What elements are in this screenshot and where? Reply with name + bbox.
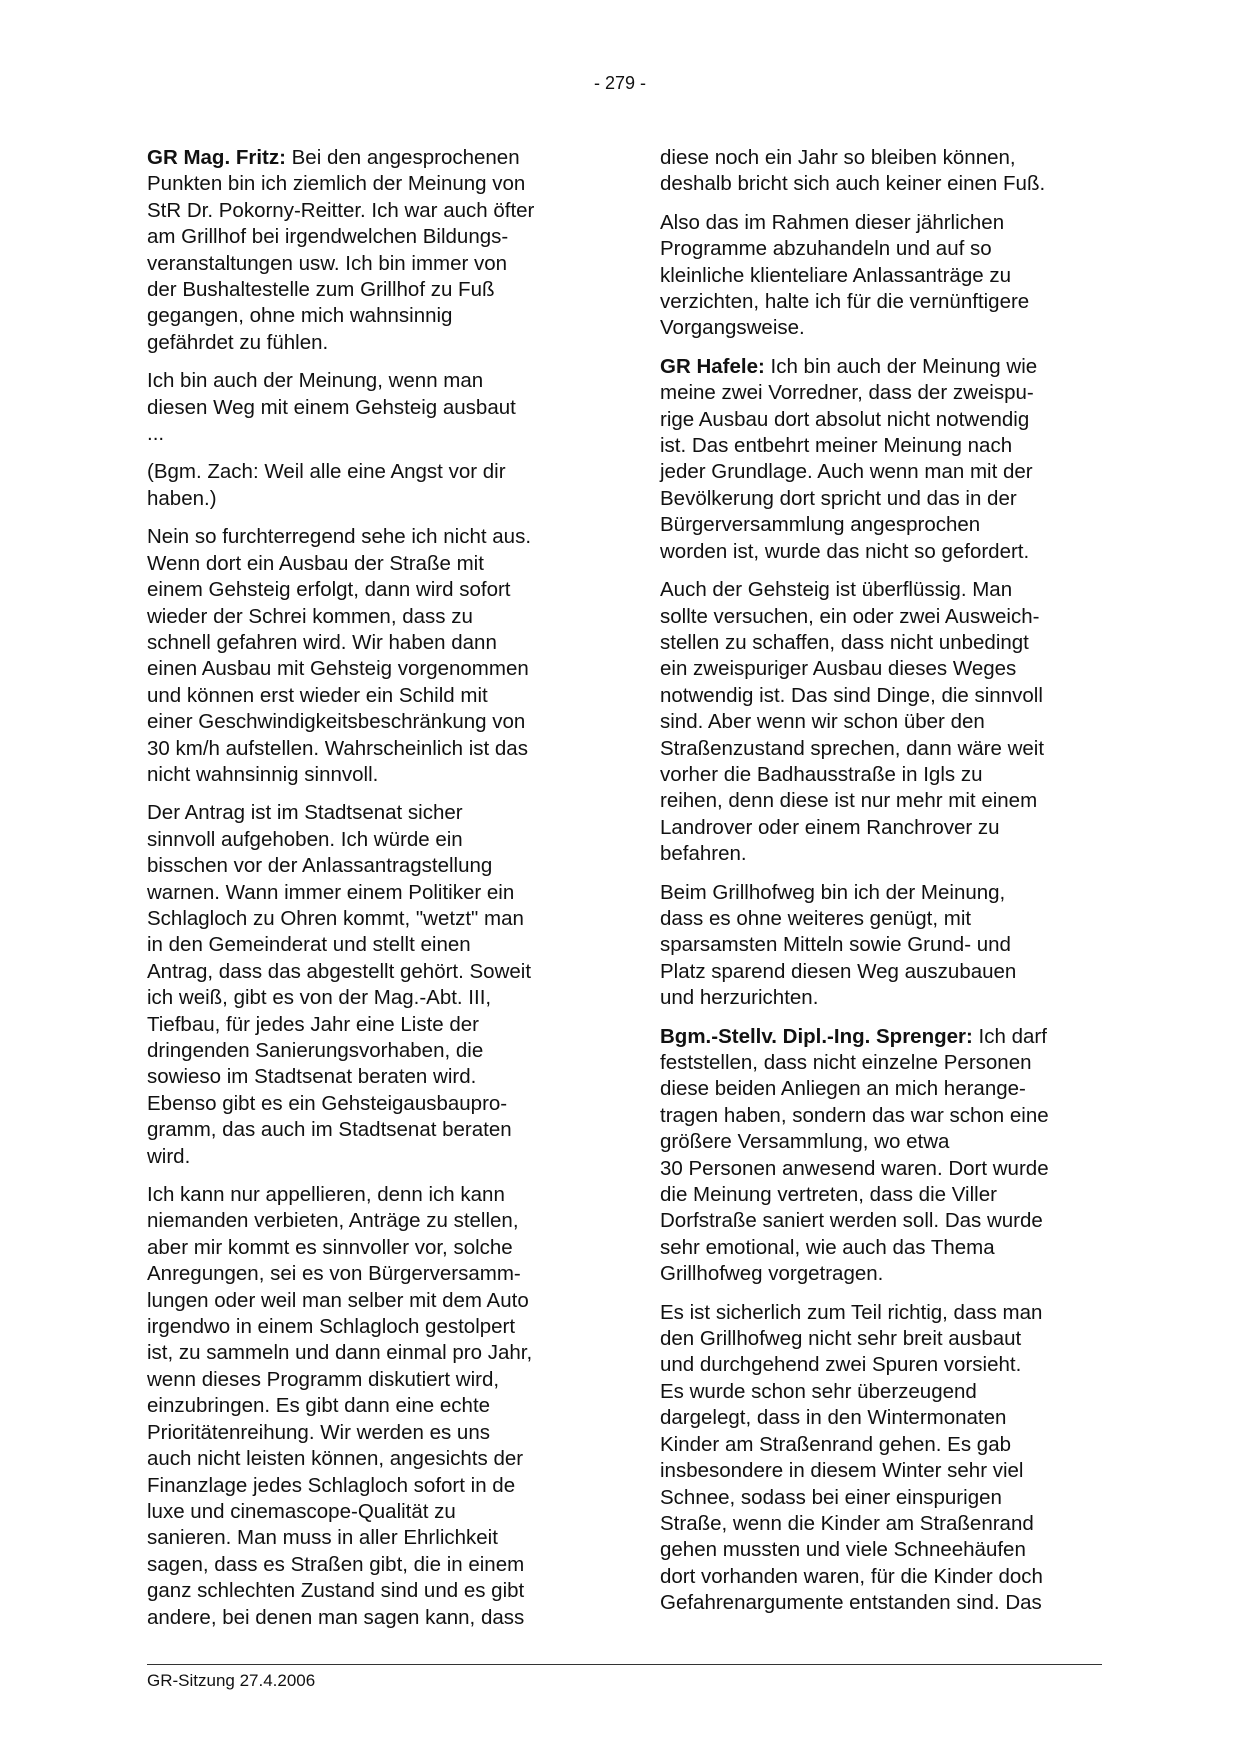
paragraph bbox=[147, 800, 599, 1170]
text-line bbox=[660, 1050, 1112, 1076]
text-line bbox=[660, 236, 1112, 262]
text-line bbox=[147, 1367, 599, 1393]
line-text: ich weiß, gibt es von der Mag.-Abt. III, bbox=[147, 986, 492, 1010]
text-line bbox=[147, 985, 599, 1011]
text-line bbox=[147, 906, 599, 932]
text-line bbox=[147, 486, 599, 512]
speaker-name: GR Hafele: bbox=[660, 354, 765, 378]
text-line bbox=[147, 171, 599, 197]
line-text: Also das im Rahmen dieser jährlichen bbox=[660, 210, 1005, 234]
line-text: jeder Grundlage. Auch wenn man mit der bbox=[660, 460, 1033, 484]
line-text: sehr emotional, wie auch das Thema bbox=[660, 1235, 995, 1259]
line-text: sowieso im Stadtsenat beraten wird. bbox=[147, 1065, 477, 1089]
text-line bbox=[147, 1578, 599, 1604]
line-text: Straße, wenn die Kinder am Straßenrand bbox=[660, 1511, 1034, 1535]
text-line bbox=[660, 841, 1112, 867]
line-text: ist, zu sammeln und dann einmal pro Jahr, bbox=[147, 1341, 533, 1365]
text-line bbox=[660, 1485, 1112, 1511]
paragraph bbox=[147, 145, 599, 356]
text-line bbox=[147, 1117, 599, 1143]
text-line bbox=[147, 145, 599, 171]
text-line bbox=[660, 1300, 1112, 1326]
text-line bbox=[147, 1605, 599, 1631]
text-line bbox=[660, 1352, 1112, 1378]
text-line bbox=[147, 656, 599, 682]
text-line bbox=[660, 880, 1112, 906]
line-text: StR Dr. Pokorny-Reitter. Ich war auch öfter bbox=[147, 198, 535, 222]
line-text: lungen oder weil man selber mit dem Auto bbox=[147, 1288, 529, 1312]
line-text: Prioritätenreihung. Wir werden es uns bbox=[147, 1420, 490, 1444]
page-number: - 279 - bbox=[593, 73, 647, 93]
line-text: 30 Personen anwesend waren. Dort wurde bbox=[660, 1156, 1049, 1180]
text-line bbox=[660, 1156, 1112, 1182]
line-text: tragen haben, sondern das war schon eine bbox=[660, 1103, 1049, 1127]
line-text: Bei den angesprochenen bbox=[285, 146, 520, 169]
text-line bbox=[660, 315, 1112, 341]
line-text: Beim Grillhofweg bin ich der Meinung, bbox=[660, 880, 1006, 904]
line-text: deshalb bricht sich auch keiner einen Fuß. bbox=[660, 172, 1046, 196]
text-line bbox=[660, 709, 1112, 735]
line-text: worden ist, wurde das nicht so gefordert. bbox=[660, 539, 1030, 563]
text-line bbox=[147, 959, 599, 985]
text-line bbox=[660, 1208, 1112, 1234]
text-line bbox=[660, 1379, 1112, 1405]
line-text: Kinder am Straßenrand gehen. Es gab bbox=[660, 1432, 1011, 1456]
text-line bbox=[147, 853, 599, 879]
text-line bbox=[660, 630, 1112, 656]
text-line bbox=[147, 1208, 599, 1234]
line-text: sparsamsten Mitteln sowie Grund- und bbox=[660, 933, 1011, 957]
line-text: verzichten, halte ich für die vernünftigere bbox=[660, 290, 1030, 314]
text-line bbox=[660, 289, 1112, 315]
text-line bbox=[660, 762, 1112, 788]
text-line bbox=[660, 1076, 1112, 1102]
text-line bbox=[147, 1393, 599, 1419]
line-text: befahren. bbox=[660, 842, 747, 866]
text-line bbox=[147, 932, 599, 958]
footer-session-label: GR-Sitzung 27.4.2006 bbox=[147, 1671, 316, 1690]
text-line bbox=[660, 459, 1112, 485]
text-line bbox=[660, 1458, 1112, 1484]
line-text: größere Versammlung, wo etwa bbox=[660, 1130, 950, 1154]
line-text: diese noch ein Jahr so bleiben können, bbox=[660, 146, 1016, 169]
line-text: Schnee, sodass bei einer einspurigen bbox=[660, 1485, 1002, 1509]
text-line bbox=[147, 1064, 599, 1090]
line-text: dass es ohne weiteres genügt, mit bbox=[660, 906, 972, 930]
line-text: Schlagloch zu Ohren kommt, "wetzt" man bbox=[147, 906, 524, 930]
text-line bbox=[147, 604, 599, 630]
text-line bbox=[660, 985, 1112, 1011]
line-text: dort vorhanden waren, für die Kinder doch bbox=[660, 1564, 1043, 1588]
text-line bbox=[147, 421, 599, 447]
line-text: nicht wahnsinnig sinnvoll. bbox=[147, 762, 379, 786]
text-line bbox=[660, 1511, 1112, 1537]
text-line bbox=[660, 171, 1112, 197]
text-line bbox=[660, 354, 1112, 380]
line-text: aber mir kommt es sinnvoller vor, solche bbox=[147, 1235, 513, 1259]
text-line bbox=[147, 1314, 599, 1340]
text-line bbox=[660, 683, 1112, 709]
text-line bbox=[147, 524, 599, 550]
text-line bbox=[660, 1432, 1112, 1458]
text-line bbox=[660, 815, 1112, 841]
line-text: Es wurde schon sehr überzeugend bbox=[660, 1379, 977, 1403]
line-text: Wenn dort ein Ausbau der Straße mit bbox=[147, 551, 484, 575]
line-text: stellen zu schaffen, dass nicht unbedingt bbox=[660, 630, 1029, 654]
text-line bbox=[147, 1420, 599, 1446]
text-line bbox=[147, 277, 599, 303]
line-text: wenn dieses Programm diskutiert wird, bbox=[147, 1367, 500, 1391]
paragraph bbox=[660, 1024, 1112, 1288]
line-text: (Bgm. Zach: Weil alle eine Angst vor dir bbox=[147, 460, 506, 484]
line-text: Programme abzuhandeln und auf so bbox=[660, 237, 992, 261]
text-line bbox=[660, 145, 1112, 171]
left-column bbox=[147, 145, 599, 1643]
right-column bbox=[660, 145, 1112, 1629]
line-text: Grillhofweg vorgetragen. bbox=[660, 1262, 884, 1286]
text-line bbox=[147, 551, 599, 577]
text-line bbox=[147, 683, 599, 709]
line-text: Der Antrag ist im Stadtsenat sicher bbox=[147, 801, 463, 825]
text-line bbox=[147, 1340, 599, 1366]
line-text: sollte versuchen, ein oder zwei Ausweich- bbox=[660, 604, 1040, 628]
text-line bbox=[660, 210, 1112, 236]
text-line bbox=[147, 827, 599, 853]
text-line bbox=[147, 303, 599, 329]
text-line bbox=[147, 1235, 599, 1261]
line-text: notwendig ist. Das sind Dinge, die sinnvoll bbox=[660, 683, 1043, 707]
line-text: Punkten bin ich ziemlich der Meinung von bbox=[147, 172, 526, 196]
text-line bbox=[660, 407, 1112, 433]
text-line bbox=[147, 1525, 599, 1551]
line-text: Vorgangsweise. bbox=[660, 316, 805, 340]
text-line bbox=[147, 1446, 599, 1472]
line-text: gehen mussten und viele Schneehäufen bbox=[660, 1538, 1026, 1562]
line-text: vorher die Badhausstraße in Igls zu bbox=[660, 762, 983, 786]
line-text: warnen. Wann immer einem Politiker ein bbox=[147, 880, 515, 904]
line-text: und durchgehend zwei Spuren vorsieht. bbox=[660, 1353, 1022, 1377]
text-line bbox=[147, 459, 599, 485]
line-text: Dorfstraße saniert werden soll. Das wurde bbox=[660, 1209, 1043, 1233]
text-line bbox=[147, 1288, 599, 1314]
text-line bbox=[660, 1261, 1112, 1287]
text-line bbox=[660, 1182, 1112, 1208]
line-text: Ebenso gibt es ein Gehsteigausbaupro- bbox=[147, 1091, 508, 1115]
line-text: Finanzlage jedes Schlagloch sofort in de bbox=[147, 1473, 516, 1497]
line-text: Ich darf bbox=[972, 1024, 1047, 1048]
line-text: sind. Aber wenn wir schon über den bbox=[660, 710, 985, 734]
text-line bbox=[147, 1261, 599, 1287]
text-line bbox=[660, 1129, 1112, 1155]
text-line bbox=[147, 880, 599, 906]
text-line bbox=[660, 433, 1112, 459]
text-line bbox=[147, 395, 599, 421]
line-text: auch nicht leisten können, angesichts der bbox=[147, 1447, 524, 1471]
line-text: schnell gefahren wird. Wir haben dann bbox=[147, 630, 497, 654]
line-text: und können erst wieder ein Schild mit bbox=[147, 683, 488, 707]
text-line bbox=[660, 1405, 1112, 1431]
text-line bbox=[660, 1326, 1112, 1352]
line-text: Bevölkerung dort spricht und das in der bbox=[660, 486, 1017, 510]
text-line bbox=[660, 932, 1112, 958]
line-text: in den Gemeinderat und stellt einen bbox=[147, 933, 471, 957]
text-line bbox=[660, 1537, 1112, 1563]
line-text: gramm, das auch im Stadtsenat beraten bbox=[147, 1118, 512, 1142]
paragraph bbox=[147, 459, 599, 512]
line-text: andere, bei denen man sagen kann, dass bbox=[147, 1605, 525, 1629]
text-line bbox=[147, 251, 599, 277]
line-text: Antrag, dass das abgestellt gehört. Soweit bbox=[147, 959, 532, 983]
text-line bbox=[147, 1091, 599, 1117]
line-text: Straßenzustand sprechen, dann wäre weit bbox=[660, 736, 1045, 760]
line-text: Tiefbau, für jedes Jahr eine Liste der bbox=[147, 1012, 479, 1036]
line-text: rige Ausbau dort absolut nicht notwendig bbox=[660, 407, 1030, 431]
text-line bbox=[660, 906, 1112, 932]
line-text: ... bbox=[147, 422, 165, 446]
text-line bbox=[147, 1552, 599, 1578]
line-text: gegangen, ohne mich wahnsinnig bbox=[147, 304, 453, 328]
text-line bbox=[660, 736, 1112, 762]
line-text: einzubringen. Es gibt dann eine echte bbox=[147, 1394, 491, 1418]
text-line bbox=[147, 368, 599, 394]
line-text: Es ist sicherlich zum Teil richtig, dass man bbox=[660, 1300, 1043, 1324]
line-text: diesen Weg mit einem Gehsteig ausbaut bbox=[147, 395, 516, 419]
text-line bbox=[660, 380, 1112, 406]
paragraph bbox=[660, 145, 1112, 198]
line-text: haben.) bbox=[147, 486, 217, 510]
line-text: Ich kann nur appellieren, denn ich kann bbox=[147, 1183, 505, 1207]
text-line bbox=[660, 486, 1112, 512]
paragraph bbox=[660, 1300, 1112, 1617]
line-text: meine zwei Vorredner, dass der zweispu- bbox=[660, 381, 1034, 405]
text-line bbox=[147, 1012, 599, 1038]
text-line bbox=[147, 762, 599, 788]
line-text: sanieren. Man muss in aller Ehrlichkeit bbox=[147, 1526, 498, 1550]
line-text: 30 km/h aufstellen. Wahrscheinlich ist das bbox=[147, 736, 528, 760]
line-text: Bürgerversammlung angesprochen bbox=[660, 513, 981, 537]
line-text: Ich bin auch der Meinung, wenn man bbox=[147, 369, 484, 393]
text-line bbox=[660, 1103, 1112, 1129]
paragraph bbox=[147, 368, 599, 447]
paragraph bbox=[147, 524, 599, 788]
line-text: dargelegt, dass in den Wintermonaten bbox=[660, 1406, 1007, 1430]
text-line bbox=[660, 959, 1112, 985]
text-line bbox=[147, 1499, 599, 1525]
paragraph bbox=[147, 1182, 599, 1631]
line-text: sagen, dass es Straßen gibt, die in einem bbox=[147, 1552, 525, 1576]
paragraph bbox=[660, 210, 1112, 342]
text-line bbox=[147, 800, 599, 826]
text-line bbox=[660, 1564, 1112, 1590]
line-text: luxe und cinemascope-Qualität zu bbox=[147, 1499, 456, 1523]
line-text: ganz schlechten Zustand sind und es gibt bbox=[147, 1579, 525, 1603]
text-line bbox=[147, 1473, 599, 1499]
line-text: die Meinung vertreten, dass die Viller bbox=[660, 1183, 997, 1207]
text-line bbox=[660, 788, 1112, 814]
line-text: am Grillhof bei irgendwelchen Bildungs- bbox=[147, 225, 509, 249]
paragraph bbox=[660, 354, 1112, 565]
text-line bbox=[660, 512, 1112, 538]
line-text: dringenden Sanierungsvorhaben, die bbox=[147, 1039, 484, 1062]
text-line bbox=[660, 656, 1112, 682]
line-text: Ich bin auch der Meinung wie bbox=[764, 354, 1038, 378]
line-text: wird. bbox=[147, 1144, 191, 1168]
text-line bbox=[660, 1024, 1112, 1050]
paragraph bbox=[660, 577, 1112, 867]
footer-divider bbox=[147, 1664, 1102, 1665]
line-text: feststellen, dass nicht einzelne Personen bbox=[660, 1051, 1032, 1074]
line-text: niemanden verbieten, Anträge zu stellen, bbox=[147, 1209, 519, 1233]
line-text: Platz sparend diesen Weg auszubauen bbox=[660, 959, 1017, 983]
line-text: gefährdet zu fühlen. bbox=[147, 330, 329, 354]
speaker-name: GR Mag. Fritz: bbox=[147, 146, 286, 169]
text-line bbox=[147, 198, 599, 224]
line-text: Nein so furchterregend sehe ich nicht aus. bbox=[147, 525, 532, 549]
line-text: den Grillhofweg nicht sehr breit ausbaut bbox=[660, 1327, 1022, 1351]
line-text: Landrover oder einem Ranchrover zu bbox=[660, 815, 1000, 839]
text-line bbox=[147, 330, 599, 356]
line-text: und herzurichten. bbox=[660, 986, 819, 1010]
line-text: veranstaltungen usw. Ich bin immer von bbox=[147, 251, 508, 275]
line-text: ist. Das entbehrt meiner Meinung nach bbox=[660, 434, 1013, 458]
line-text: diese beiden Anliegen an mich herange- bbox=[660, 1077, 1026, 1101]
line-text: insbesondere in diesem Winter sehr viel bbox=[660, 1459, 1024, 1483]
text-line bbox=[147, 1038, 599, 1064]
line-text: kleinliche klienteliare Anlassanträge zu bbox=[660, 263, 1011, 287]
text-line bbox=[147, 1144, 599, 1170]
text-line bbox=[660, 577, 1112, 603]
text-line bbox=[660, 604, 1112, 630]
text-line bbox=[660, 263, 1112, 289]
speaker-name: Bgm.-Stellv. Dipl.-Ing. Sprenger: bbox=[660, 1024, 973, 1048]
text-line bbox=[147, 736, 599, 762]
text-line bbox=[660, 539, 1112, 565]
line-text: sinnvoll aufgehoben. Ich würde ein bbox=[147, 827, 463, 851]
line-text: einem Gehsteig erfolgt, dann wird sofort bbox=[147, 578, 511, 602]
text-line bbox=[147, 1182, 599, 1208]
line-text: Anregungen, sei es von Bürgerversamm- bbox=[147, 1262, 521, 1286]
text-line bbox=[660, 1235, 1112, 1261]
text-line bbox=[147, 709, 599, 735]
line-text: Gefahrenargumente entstanden sind. Das bbox=[660, 1591, 1042, 1615]
text-line bbox=[147, 577, 599, 603]
text-line bbox=[660, 1590, 1112, 1616]
line-text: einen Ausbau mit Gehsteig vorgenommen bbox=[147, 657, 529, 681]
line-text: bisschen vor der Anlassantragstellung bbox=[147, 854, 493, 878]
paragraph bbox=[660, 880, 1112, 1012]
line-text: Auch der Gehsteig ist überflüssig. Man bbox=[660, 578, 1013, 602]
line-text: wieder der Schrei kommen, dass zu bbox=[147, 604, 473, 628]
line-text: reihen, denn diese ist nur mehr mit einem bbox=[660, 789, 1038, 813]
text-line bbox=[147, 224, 599, 250]
line-text: der Bushaltestelle zum Grillhof zu Fuß bbox=[147, 278, 495, 302]
line-text: einer Geschwindigkeitsbeschränkung von bbox=[147, 710, 526, 734]
line-text: ein zweispuriger Ausbau dieses Weges bbox=[660, 657, 1017, 681]
line-text: irgendwo in einem Schlagloch gestolpert bbox=[147, 1315, 516, 1339]
text-line bbox=[147, 630, 599, 656]
